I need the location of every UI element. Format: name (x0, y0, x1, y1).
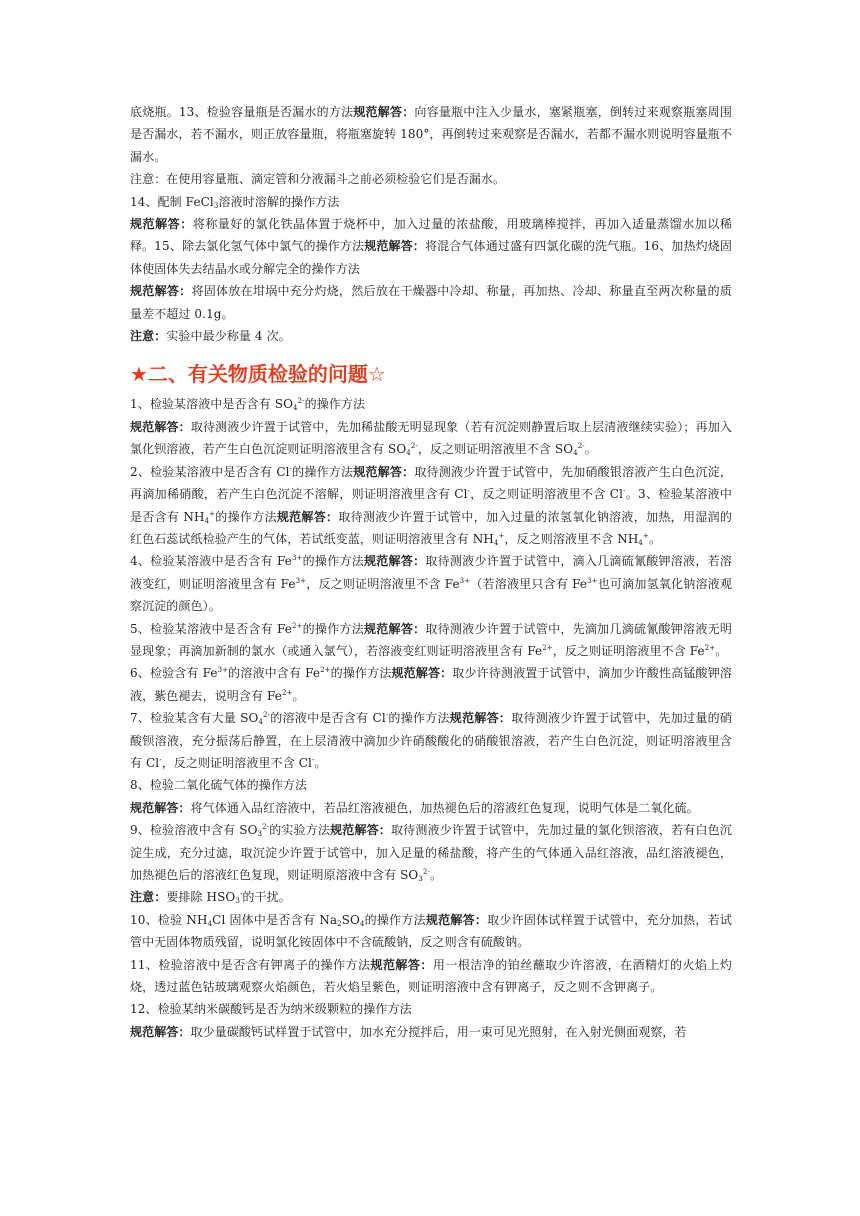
bold-label: 规范解答： (364, 239, 425, 254)
bold-label: 规范解答： (364, 621, 426, 636)
text: 11、检验溶液中是否含有钾离子的操作方法 (130, 957, 371, 972)
paragraph (130, 707, 732, 774)
subscript: 4 (258, 718, 264, 727)
note (130, 886, 732, 908)
document-body (130, 101, 732, 1043)
text: 6、检验含有 Fe (130, 666, 218, 681)
paragraph (130, 954, 732, 999)
paragraph (130, 280, 732, 325)
subscript: 3 (418, 875, 423, 883)
text: 取少许待测液置于试管中，滴加少许酸性高锰酸钾溶液，紫色褪去，说明含有 Fe (130, 666, 732, 703)
superscript: 3+ (217, 666, 229, 675)
text: 的操作方法 (215, 509, 277, 524)
superscript: 3+ (291, 554, 303, 563)
text: ，反之则证明溶液里不含 Cl (161, 755, 312, 770)
text: 将气体通入品红溶液中，若品红溶液褪色，加热褪色后的溶液红色复现，说明气体是二氧化硫。 (190, 800, 699, 815)
subscript: 4 (359, 919, 365, 928)
bold-label: 规范解答： (353, 464, 415, 479)
superscript: 2+ (291, 621, 303, 630)
text: 5、检验某溶液中是否含有 Fe (130, 621, 292, 636)
paragraph (130, 909, 732, 954)
text: 的操作方法 (304, 397, 366, 412)
text: 。 (314, 755, 327, 770)
paragraph (130, 550, 732, 617)
superscript: 3+ (295, 576, 307, 585)
text: 。3、检验某溶液中是否含有 NH (130, 487, 732, 524)
section-heading: ★二、有关物质检验的问题☆ (130, 362, 386, 387)
text: 取少许固体试样置于试管中，充分加热，若试管中无固体物质残留，说明氯化铵固体中不含硫酸钠，反之则含有硫酸钠。 (130, 912, 732, 950)
text: 。 (292, 688, 305, 703)
text: 。 (715, 643, 728, 658)
bold-label: 规范解答： (276, 509, 339, 524)
superscript: - (623, 487, 626, 496)
paragraph (130, 662, 732, 707)
item-title (130, 191, 732, 213)
text: 7、检验某含有大量 SO (130, 711, 259, 726)
superscript: 2- (263, 711, 271, 720)
text: 1、检验某溶液中是否含有 SO (130, 397, 294, 412)
text: 将称量好的氯化铁晶体置于烧杯中，加入过量的浓盐酸，用玻璃棒搅拌，再加入适量蒸馏水加以稀释。15、除去氯化氢气体中氯气的操作方法 (130, 217, 732, 254)
superscript: 3+ (587, 576, 598, 585)
bold-label: 规范解答： (130, 217, 193, 232)
superscript: - (467, 487, 470, 496)
subscript: 4 (493, 538, 499, 547)
superscript: + (209, 509, 216, 518)
text: SO (341, 912, 360, 927)
paragraph (130, 1021, 732, 1043)
text: ，反之则证明溶液里不含 Fe (306, 576, 460, 591)
text: 的溶液中是否含有 Cl (270, 711, 386, 726)
superscript: - (385, 711, 389, 720)
bold-label: 规范解答： (330, 823, 391, 838)
text: 实验中最少称量 4 次。 (166, 329, 291, 344)
text: 的操作方法 (292, 464, 354, 479)
subscript: 3 (213, 201, 219, 210)
superscript: 2- (297, 397, 305, 406)
bold-label: 规范解答： (130, 1024, 191, 1039)
text: 。 (584, 442, 597, 457)
text: 的实验方法 (269, 823, 331, 838)
subscript: 3 (235, 897, 240, 906)
text: 取待测液少许置于试管中，滴入几滴硫氰酸钾溶液，若溶液变红，则证明溶液里含有 Fe (130, 554, 732, 591)
superscript: 2+ (542, 643, 553, 652)
text: 向容量瓶中注入少量水，塞紧瓶塞，倒转过来观察瓶塞周围是否漏水，若不漏水，则正放容量瓶，将瓶塞旋转 180°，再倒转过来观察是否漏水，若都不漏水则说明容量瓶不漏水。 (130, 105, 732, 164)
text: 。 (429, 868, 443, 882)
text: 底烧瓶。13、检验容量瓶是否漏水的方法 (130, 105, 354, 119)
text: 的操作方法 (364, 912, 426, 927)
text: 的干扰。 (242, 890, 291, 905)
text: 。 (648, 531, 662, 546)
paragraph (130, 819, 732, 886)
superscript: 2+ (282, 688, 293, 697)
text: ，反之则溶液里不含 NH (504, 531, 639, 546)
text: 10、检验 NH (130, 912, 208, 927)
text: 9、检验溶液中含有 SO (130, 823, 258, 838)
paragraph (130, 461, 732, 551)
bold-label: 规范解答： (130, 284, 192, 299)
text: 的操作方法 (330, 666, 392, 681)
superscript: - (159, 755, 162, 764)
text: 取待测液少许置于试管中，先滴加几滴硫氰酸钾溶液无明显现象；再滴加新制的氯水（或通入氯气），若溶液变红则证明溶液里含有 Fe (130, 621, 732, 658)
superscript: 2+ (704, 643, 716, 652)
text: ，反之则证明溶液里不含 Cl (470, 487, 624, 502)
text: 溶液时溶解的操作方法 (218, 194, 340, 209)
subscript: 4 (573, 449, 578, 458)
superscript: + (642, 531, 649, 540)
bold-label: 规范解答： (130, 419, 191, 434)
text: ，反之则证明溶液里不含 SO (417, 442, 574, 457)
superscript: 3+ (459, 576, 471, 585)
text: Cl 固体中是否含有 Na (212, 912, 338, 927)
superscript: 2- (262, 823, 270, 832)
text: 将固体放在坩埚中充分灼烧，然后放在干燥器中冷却、称量，再加热、冷却、称量直至两次称量的质量差不超过 0.1g。 (130, 284, 732, 321)
paragraph (130, 797, 732, 819)
text: 取待测液少许置于试管中，先加过量的氯化钡溶液，若有白色沉淀生成，充分过滤，取沉淀少许置于试管中，加入足量的稀盐酸，将产生的气体通入品红溶液，品红溶液褪色，加热褪色后的溶液红色复现，则证明原溶液中含有 SO (130, 823, 732, 882)
superscript: 2- (422, 868, 430, 876)
text: 取少量碳酸钙试样置于试管中，加水充分搅拌后，用一束可见光照射，在入射光侧面观察，若 (190, 1024, 687, 1039)
subscript: 4 (207, 919, 213, 928)
paragraph (130, 416, 732, 461)
text: ，反之则证明溶液里不含 Fe (552, 643, 705, 658)
text: 取待测液少许置于试管中，先加过量的硝酸钡溶液，充分振荡后静置，在上层清液中滴加少许硝酸酸化的硝酸银溶液，若产生白色沉淀，则证明溶液里含有 Cl (130, 711, 732, 770)
item-title (130, 393, 732, 415)
subscript: 4 (293, 404, 298, 413)
bold-label: 规范解答： (353, 105, 415, 119)
text: 取待测液少许置于试管中，先加硝酸银溶液产生白色沉淀，再滴加稀硝酸，若产生白色沉淀不溶解，则证明溶液里含有 Cl (130, 464, 732, 502)
text: 将混合气体通过盛有四氯化碳的洗气瓶。16、加热灼烧固体使固体失去结晶水或分解完全的操作方法 (130, 239, 732, 276)
bold-label: 规范解答： (370, 957, 433, 972)
text: 的操作方法 (388, 711, 450, 726)
text: 取待测液少许置于试管中，先加稀盐酸无明显现象（若有沉淀则静置后取上层清液继续实验）；再加入氯化钡溶液，若产生白色沉淀则证明溶液里含有 SO (130, 419, 732, 457)
note (130, 325, 732, 347)
superscript: - (239, 890, 243, 899)
subscript: 4 (638, 538, 643, 547)
subscript: 3 (257, 830, 263, 839)
paragraph (130, 101, 732, 168)
text: 2、检验某溶液中是否含有 Cl (130, 464, 290, 479)
bold-label: 规范解答： (364, 554, 426, 569)
subscript: 4 (204, 516, 210, 525)
text: 的溶液中含有 Fe (228, 666, 321, 681)
superscript: 2- (410, 442, 418, 451)
text: 也可滴加氢氧化钠溶液观察沉淀的颜色）。 (130, 576, 733, 614)
bold-label: 规范解答： (425, 912, 488, 927)
subscript: 2 (337, 919, 342, 928)
text: （若溶液里只含有 Fe (470, 576, 588, 591)
paragraph (130, 213, 732, 280)
subscript: 4 (406, 449, 411, 458)
note: 注意：在使用容量瓶、滴定管和分液漏斗之前必须检验它们是否漏水。 (130, 172, 506, 187)
bold-label: 规范解答： (130, 800, 191, 815)
bold-label: 规范解答： (391, 666, 453, 681)
paragraph (130, 618, 732, 663)
superscript: - (311, 755, 315, 764)
item-title: 12、检验某纳米碳酸钙是否为纳米级颗粒的操作方法 (130, 1002, 412, 1017)
bold-label: 注意： (130, 890, 167, 905)
text: 的操作方法 (302, 554, 365, 569)
item-title: 8、检验二氧化硫气体的操作方法 (130, 778, 308, 793)
superscript: + (498, 531, 505, 540)
text: 取待测液少许置于试管中，加入过量的浓氢氧化钠溶液，加热，用湿润的红色石蕊试纸检验产生的气体，若试纸变蓝，则证明溶液里含有 NH (130, 509, 732, 546)
superscript: 2- (577, 442, 585, 451)
text: 用一根洁净的铂丝蘸取少许溶液，在酒精灯的火焰上灼烧，透过蓝色钴玻璃观察火焰颜色，若火焰呈紫色，则证明溶液中含有钾离子，反之则不含钾离子。 (130, 957, 732, 995)
bold-label: 规范解答： (449, 711, 512, 726)
bold-label: 注意： (130, 329, 167, 344)
superscript: - (289, 464, 293, 473)
text: 要排除 HSO (166, 890, 236, 905)
superscript: 2+ (320, 666, 331, 675)
text: 4、检验某溶液中是否含有 Fe (130, 554, 292, 569)
text: 14、配制 FeCl (130, 194, 214, 209)
text: 的操作方法 (302, 621, 365, 636)
